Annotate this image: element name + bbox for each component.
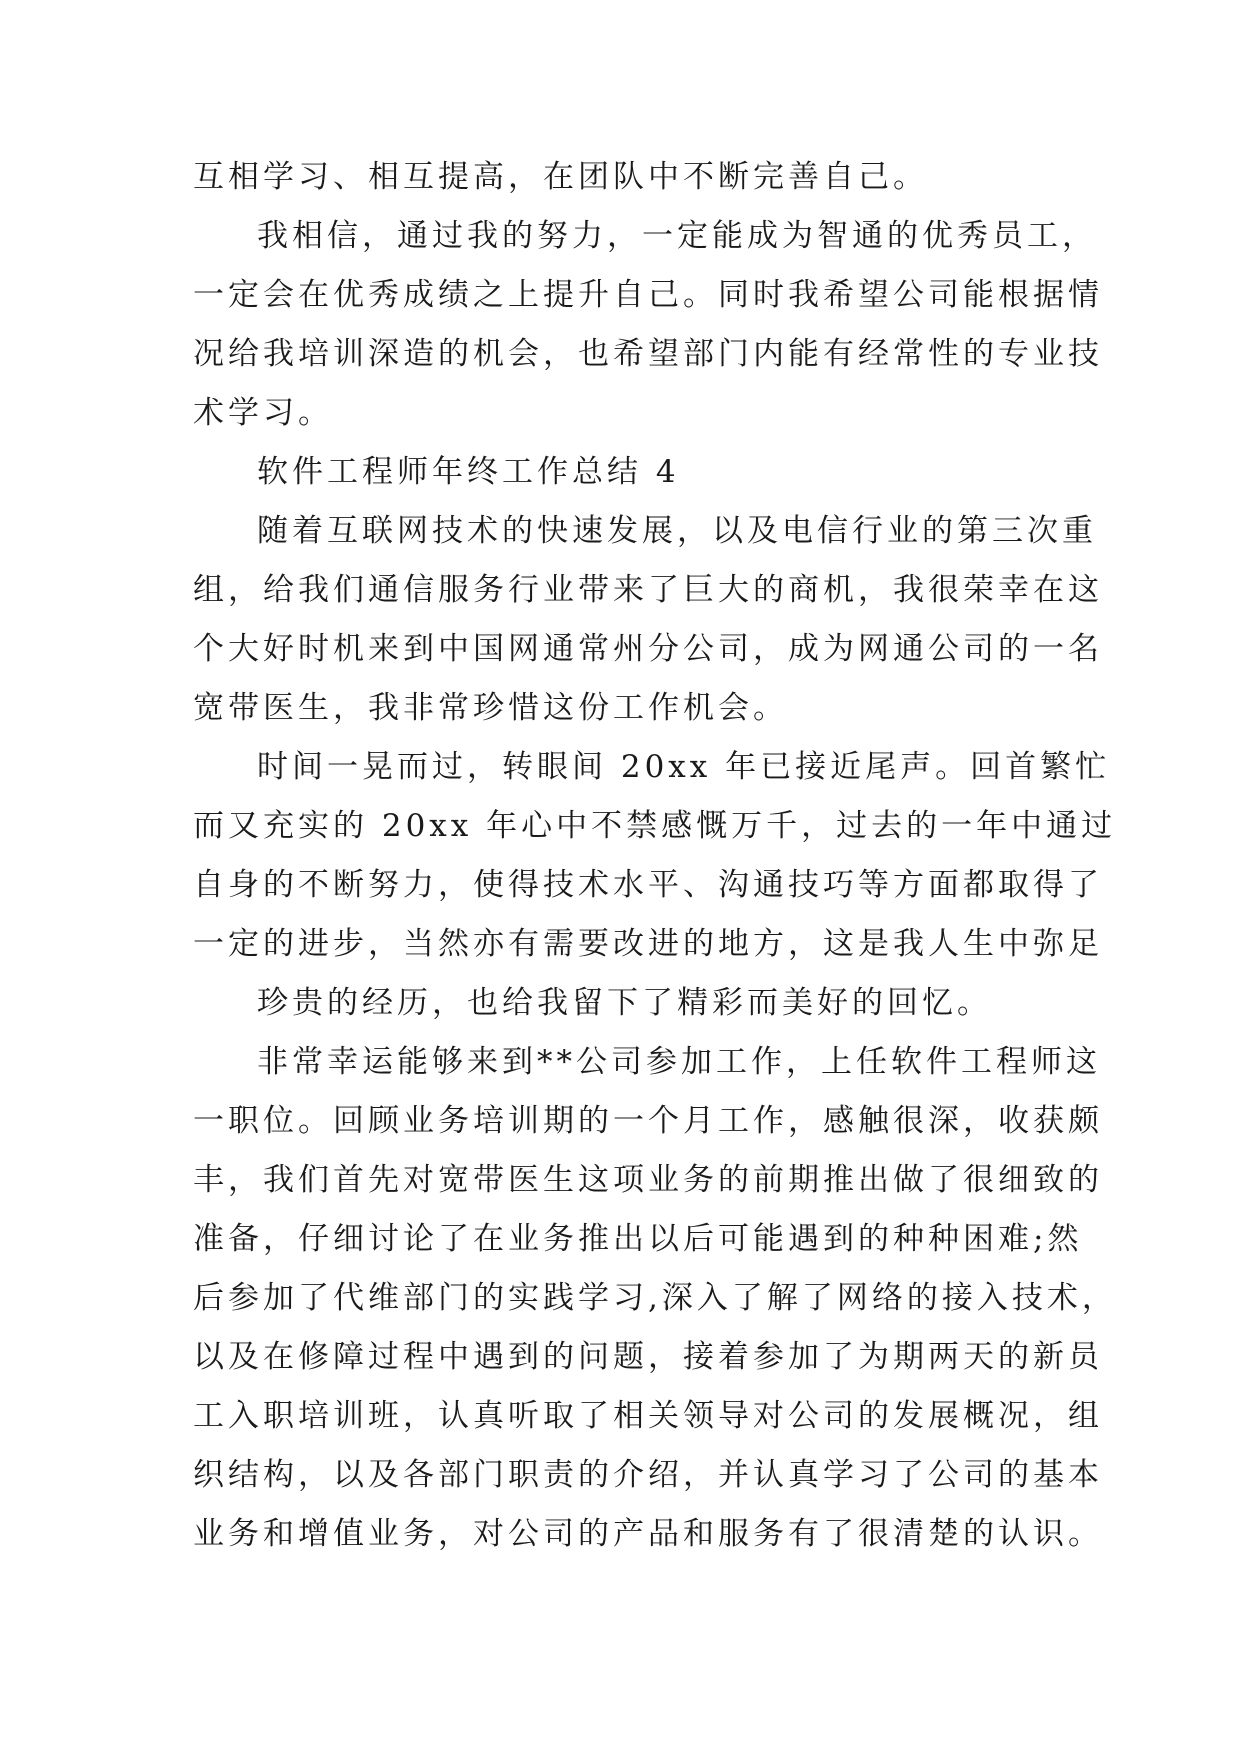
paragraph-line: 以及在修障过程中遇到的问题，接着参加了为期两天的新员 — [193, 1339, 1103, 1375]
paragraph-line: 珍贵的经历，也给我留下了精彩而美好的回忆。 — [257, 985, 992, 1021]
paragraph-line: 自身的不断努力，使得技术水平、沟通技巧等方面都取得了 — [193, 867, 1103, 903]
paragraph-line: 个大好时机来到中国网通常州分公司，成为网通公司的一名 — [193, 631, 1103, 667]
paragraph-line: 我相信，通过我的努力，一定能成为智通的优秀员工， — [257, 218, 1097, 254]
paragraph-line: 织结构，以及各部门职责的介绍，并认真学习了公司的基本 — [193, 1457, 1103, 1493]
paragraph-line: 宽带医生，我非常珍惜这份工作机会。 — [193, 690, 788, 726]
paragraph-line: 术学习。 — [193, 395, 333, 431]
paragraph-line: 随着互联网技术的快速发展，以及电信行业的第三次重 — [257, 513, 1097, 549]
paragraph-line: 一职位。回顾业务培训期的一个月工作，感触很深，收获颇 — [193, 1103, 1103, 1139]
paragraph-line: 况给我培训深造的机会，也希望部门内能有经常性的专业技 — [193, 336, 1103, 372]
document-body — [193, 148, 1117, 1564]
paragraph-line: 一定的进步，当然亦有需要改进的地方，这是我人生中弥足 — [193, 926, 1103, 962]
paragraph-line: 互相学习、相互提高，在团队中不断完善自己。 — [193, 159, 928, 195]
paragraph-line: 非常幸运能够来到**公司参加工作，上任软件工程师这 — [257, 1044, 1101, 1080]
paragraph-line: 而又充实的 20xx 年心中不禁感慨万千，过去的一年中通过 — [193, 808, 1117, 844]
paragraph-line: 后参加了代维部门的实践学习,深入了解了网络的接入技术， — [193, 1280, 1117, 1316]
paragraph-line: 丰，我们首先对宽带医生这项业务的前期推出做了很细致的 — [193, 1162, 1103, 1198]
paragraph-line: 准备，仔细讨论了在业务推出以后可能遇到的种种困难;然 — [193, 1221, 1083, 1257]
section-heading: 软件工程师年终工作总结 4 — [257, 454, 680, 490]
paragraph-line: 工入职培训班，认真听取了相关领导对公司的发展概况，组 — [193, 1398, 1103, 1434]
paragraph-line: 组，给我们通信服务行业带来了巨大的商机，我很荣幸在这 — [193, 572, 1103, 608]
paragraph-line: 时间一晃而过，转眼间 20xx 年已接近尾声。回首繁忙 — [257, 749, 1111, 785]
paragraph-line: 一定会在优秀成绩之上提升自己。同时我希望公司能根据情 — [193, 277, 1103, 313]
paragraph-line: 业务和增值业务，对公司的产品和服务有了很清楚的认识。 — [193, 1516, 1103, 1552]
